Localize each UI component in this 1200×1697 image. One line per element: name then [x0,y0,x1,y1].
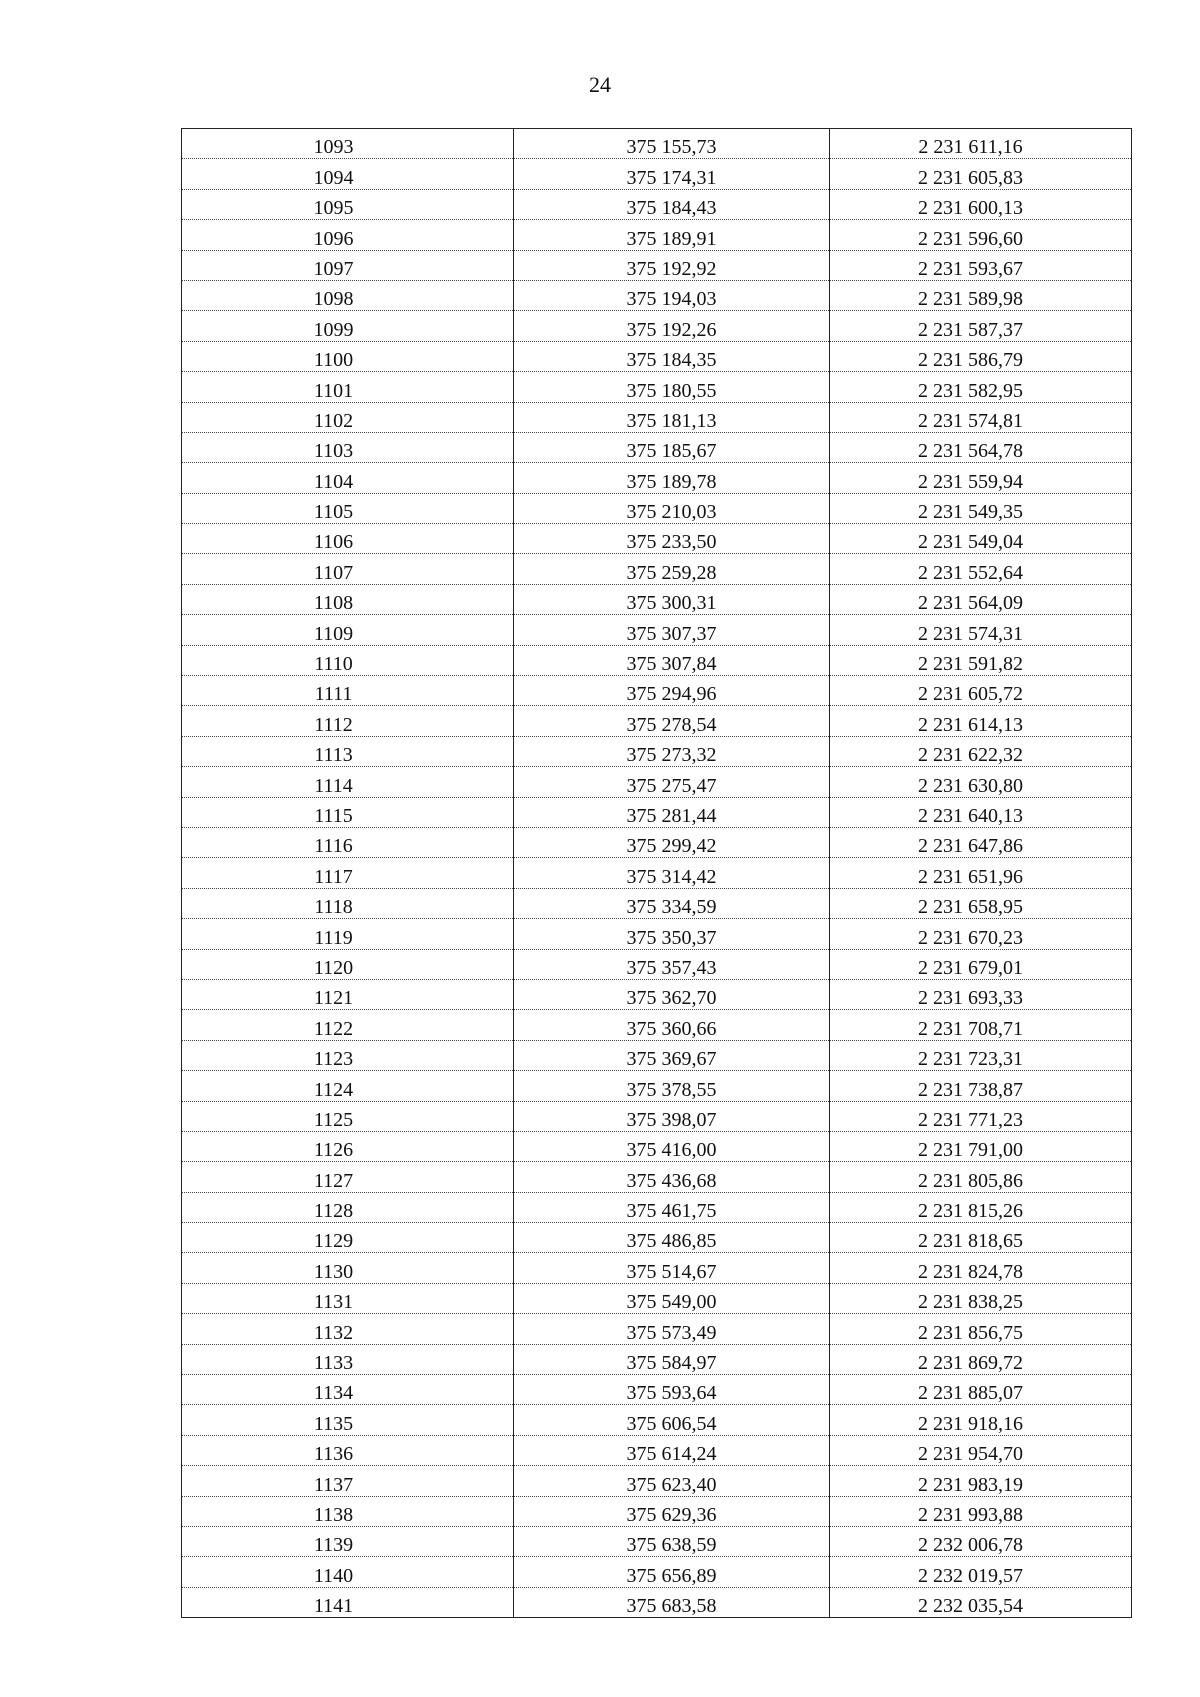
point-number-cell: 1099 [182,311,514,341]
point-number-cell: 1120 [182,949,514,979]
x-coordinate-cell: 375 398,07 [514,1101,830,1131]
x-coordinate-cell: 375 294,96 [514,676,830,706]
y-coordinate-cell: 2 231 679,01 [830,949,1132,979]
y-coordinate-cell: 2 231 708,71 [830,1010,1132,1040]
x-coordinate-cell: 375 307,37 [514,615,830,645]
x-coordinate-cell: 375 357,43 [514,949,830,979]
point-number-cell: 1124 [182,1071,514,1101]
y-coordinate-cell: 2 231 640,13 [830,797,1132,827]
y-coordinate-cell: 2 231 885,07 [830,1375,1132,1405]
y-coordinate-cell: 2 231 647,86 [830,827,1132,857]
table-row [182,797,1132,827]
x-coordinate-cell: 375 683,58 [514,1587,830,1617]
y-coordinate-cell: 2 231 622,32 [830,736,1132,766]
point-number-cell: 1096 [182,220,514,250]
table-row [182,1557,1132,1587]
x-coordinate-cell: 375 334,59 [514,888,830,918]
point-number-cell: 1101 [182,372,514,402]
point-number-cell: 1137 [182,1466,514,1496]
y-coordinate-cell: 2 231 559,94 [830,463,1132,493]
table-row [182,1101,1132,1131]
point-number-cell: 1141 [182,1587,514,1617]
y-coordinate-cell: 2 232 035,54 [830,1587,1132,1617]
table-row [182,220,1132,250]
table-row [182,949,1132,979]
table-row [182,159,1132,189]
y-coordinate-cell: 2 231 918,16 [830,1405,1132,1435]
table-row [182,463,1132,493]
point-number-cell: 1102 [182,402,514,432]
x-coordinate-cell: 375 275,47 [514,767,830,797]
y-coordinate-cell: 2 231 954,70 [830,1435,1132,1465]
table-row [182,1071,1132,1101]
y-coordinate-cell: 2 231 574,81 [830,402,1132,432]
y-coordinate-cell: 2 231 651,96 [830,858,1132,888]
table-row [182,432,1132,462]
table-row [182,1223,1132,1253]
y-coordinate-cell: 2 231 611,16 [830,129,1132,159]
x-coordinate-cell: 375 192,26 [514,311,830,341]
x-coordinate-cell: 375 369,67 [514,1040,830,1070]
table-row [182,1314,1132,1344]
x-coordinate-cell: 375 174,31 [514,159,830,189]
x-coordinate-cell: 375 614,24 [514,1435,830,1465]
point-number-cell: 1129 [182,1223,514,1253]
y-coordinate-cell: 2 231 824,78 [830,1253,1132,1283]
y-coordinate-cell: 2 231 605,83 [830,159,1132,189]
x-coordinate-cell: 375 549,00 [514,1283,830,1313]
point-number-cell: 1105 [182,493,514,523]
point-number-cell: 1133 [182,1344,514,1374]
point-number-cell: 1106 [182,524,514,554]
table-row [182,1010,1132,1040]
table-row [182,189,1132,219]
point-number-cell: 1127 [182,1162,514,1192]
coordinates-table-body [182,129,1132,1618]
point-number-cell: 1123 [182,1040,514,1070]
table-row [182,645,1132,675]
point-number-cell: 1119 [182,919,514,949]
y-coordinate-cell: 2 231 815,26 [830,1192,1132,1222]
table-row [182,1496,1132,1526]
y-coordinate-cell: 2 231 564,78 [830,432,1132,462]
page-number: 24 [589,72,611,97]
x-coordinate-cell: 375 486,85 [514,1223,830,1253]
x-coordinate-cell: 375 259,28 [514,554,830,584]
point-number-cell: 1097 [182,250,514,280]
y-coordinate-cell: 2 231 552,64 [830,554,1132,584]
point-number-cell: 1126 [182,1131,514,1161]
table-row [182,827,1132,857]
table-row [182,402,1132,432]
x-coordinate-cell: 375 300,31 [514,584,830,614]
x-coordinate-cell: 375 155,73 [514,129,830,159]
table-row [182,919,1132,949]
y-coordinate-cell: 2 231 791,00 [830,1131,1132,1161]
y-coordinate-cell: 2 231 869,72 [830,1344,1132,1374]
y-coordinate-cell: 2 231 838,25 [830,1283,1132,1313]
y-coordinate-cell: 2 231 574,31 [830,615,1132,645]
x-coordinate-cell: 375 281,44 [514,797,830,827]
x-coordinate-cell: 375 180,55 [514,372,830,402]
x-coordinate-cell: 375 573,49 [514,1314,830,1344]
y-coordinate-cell: 2 231 818,65 [830,1223,1132,1253]
point-number-cell: 1109 [182,615,514,645]
coordinates-table [181,128,1132,1618]
table-row [182,1253,1132,1283]
x-coordinate-cell: 375 514,67 [514,1253,830,1283]
point-number-cell: 1108 [182,584,514,614]
y-coordinate-cell: 2 231 658,95 [830,888,1132,918]
x-coordinate-cell: 375 623,40 [514,1466,830,1496]
point-number-cell: 1110 [182,645,514,675]
y-coordinate-cell: 2 231 856,75 [830,1314,1132,1344]
x-coordinate-cell: 375 606,54 [514,1405,830,1435]
y-coordinate-cell: 2 231 614,13 [830,706,1132,736]
point-number-cell: 1094 [182,159,514,189]
point-number-cell: 1100 [182,341,514,371]
y-coordinate-cell: 2 231 564,09 [830,584,1132,614]
x-coordinate-cell: 375 307,84 [514,645,830,675]
table-row [182,706,1132,736]
table-row [182,1283,1132,1313]
point-number-cell: 1118 [182,888,514,918]
table-row [182,676,1132,706]
y-coordinate-cell: 2 231 589,98 [830,280,1132,310]
y-coordinate-cell: 2 231 670,23 [830,919,1132,949]
point-number-cell: 1122 [182,1010,514,1040]
point-number-cell: 1095 [182,189,514,219]
y-coordinate-cell: 2 231 693,33 [830,979,1132,1009]
point-number-cell: 1103 [182,432,514,462]
point-number-cell: 1136 [182,1435,514,1465]
table-row [182,1587,1132,1617]
point-number-cell: 1139 [182,1526,514,1556]
x-coordinate-cell: 375 210,03 [514,493,830,523]
x-coordinate-cell: 375 584,97 [514,1344,830,1374]
table-row [182,524,1132,554]
x-coordinate-cell: 375 192,92 [514,250,830,280]
x-coordinate-cell: 375 350,37 [514,919,830,949]
point-number-cell: 1098 [182,280,514,310]
point-number-cell: 1104 [182,463,514,493]
y-coordinate-cell: 2 231 805,86 [830,1162,1132,1192]
point-number-cell: 1114 [182,767,514,797]
x-coordinate-cell: 375 378,55 [514,1071,830,1101]
x-coordinate-cell: 375 181,13 [514,402,830,432]
x-coordinate-cell: 375 233,50 [514,524,830,554]
table-row [182,858,1132,888]
y-coordinate-cell: 2 231 591,82 [830,645,1132,675]
x-coordinate-cell: 375 185,67 [514,432,830,462]
x-coordinate-cell: 375 436,68 [514,1162,830,1192]
table-row [182,341,1132,371]
y-coordinate-cell: 2 231 723,31 [830,1040,1132,1070]
y-coordinate-cell: 2 232 006,78 [830,1526,1132,1556]
point-number-cell: 1093 [182,129,514,159]
point-number-cell: 1121 [182,979,514,1009]
table-row [182,1435,1132,1465]
x-coordinate-cell: 375 189,78 [514,463,830,493]
table-row [182,888,1132,918]
y-coordinate-cell: 2 231 549,35 [830,493,1132,523]
point-number-cell: 1132 [182,1314,514,1344]
point-number-cell: 1111 [182,676,514,706]
table-row [182,615,1132,645]
table-row [182,1344,1132,1374]
y-coordinate-cell: 2 231 738,87 [830,1071,1132,1101]
y-coordinate-cell: 2 231 586,79 [830,341,1132,371]
table-row [182,1405,1132,1435]
table-row [182,1526,1132,1556]
table-row [182,1375,1132,1405]
y-coordinate-cell: 2 231 771,23 [830,1101,1132,1131]
point-number-cell: 1130 [182,1253,514,1283]
point-number-cell: 1107 [182,554,514,584]
y-coordinate-cell: 2 231 596,60 [830,220,1132,250]
point-number-cell: 1117 [182,858,514,888]
x-coordinate-cell: 375 656,89 [514,1557,830,1587]
point-number-cell: 1140 [182,1557,514,1587]
x-coordinate-cell: 375 189,91 [514,220,830,250]
table-row [182,311,1132,341]
y-coordinate-cell: 2 231 549,04 [830,524,1132,554]
y-coordinate-cell: 2 231 582,95 [830,372,1132,402]
x-coordinate-cell: 375 638,59 [514,1526,830,1556]
x-coordinate-cell: 375 314,42 [514,858,830,888]
table-row [182,736,1132,766]
x-coordinate-cell: 375 184,43 [514,189,830,219]
table-row [182,1192,1132,1222]
point-number-cell: 1113 [182,736,514,766]
table-row [182,1162,1132,1192]
table-row [182,584,1132,614]
point-number-cell: 1116 [182,827,514,857]
table-row [182,250,1132,280]
y-coordinate-cell: 2 232 019,57 [830,1557,1132,1587]
y-coordinate-cell: 2 231 600,13 [830,189,1132,219]
x-coordinate-cell: 375 278,54 [514,706,830,736]
y-coordinate-cell: 2 231 605,72 [830,676,1132,706]
x-coordinate-cell: 375 184,35 [514,341,830,371]
x-coordinate-cell: 375 194,03 [514,280,830,310]
x-coordinate-cell: 375 360,66 [514,1010,830,1040]
point-number-cell: 1134 [182,1375,514,1405]
table-row [182,979,1132,1009]
x-coordinate-cell: 375 362,70 [514,979,830,1009]
table-row [182,1466,1132,1496]
y-coordinate-cell: 2 231 593,67 [830,250,1132,280]
x-coordinate-cell: 375 629,36 [514,1496,830,1526]
x-coordinate-cell: 375 461,75 [514,1192,830,1222]
table-row [182,493,1132,523]
table-row [182,767,1132,797]
point-number-cell: 1128 [182,1192,514,1222]
point-number-cell: 1112 [182,706,514,736]
table-row [182,554,1132,584]
x-coordinate-cell: 375 273,32 [514,736,830,766]
point-number-cell: 1125 [182,1101,514,1131]
point-number-cell: 1131 [182,1283,514,1313]
table-row [182,1131,1132,1161]
table-row [182,129,1132,159]
point-number-cell: 1138 [182,1496,514,1526]
y-coordinate-cell: 2 231 587,37 [830,311,1132,341]
table-row [182,372,1132,402]
table-row [182,280,1132,310]
point-number-cell: 1115 [182,797,514,827]
point-number-cell: 1135 [182,1405,514,1435]
y-coordinate-cell: 2 231 983,19 [830,1466,1132,1496]
table-row [182,1040,1132,1070]
y-coordinate-cell: 2 231 993,88 [830,1496,1132,1526]
x-coordinate-cell: 375 299,42 [514,827,830,857]
x-coordinate-cell: 375 416,00 [514,1131,830,1161]
x-coordinate-cell: 375 593,64 [514,1375,830,1405]
y-coordinate-cell: 2 231 630,80 [830,767,1132,797]
